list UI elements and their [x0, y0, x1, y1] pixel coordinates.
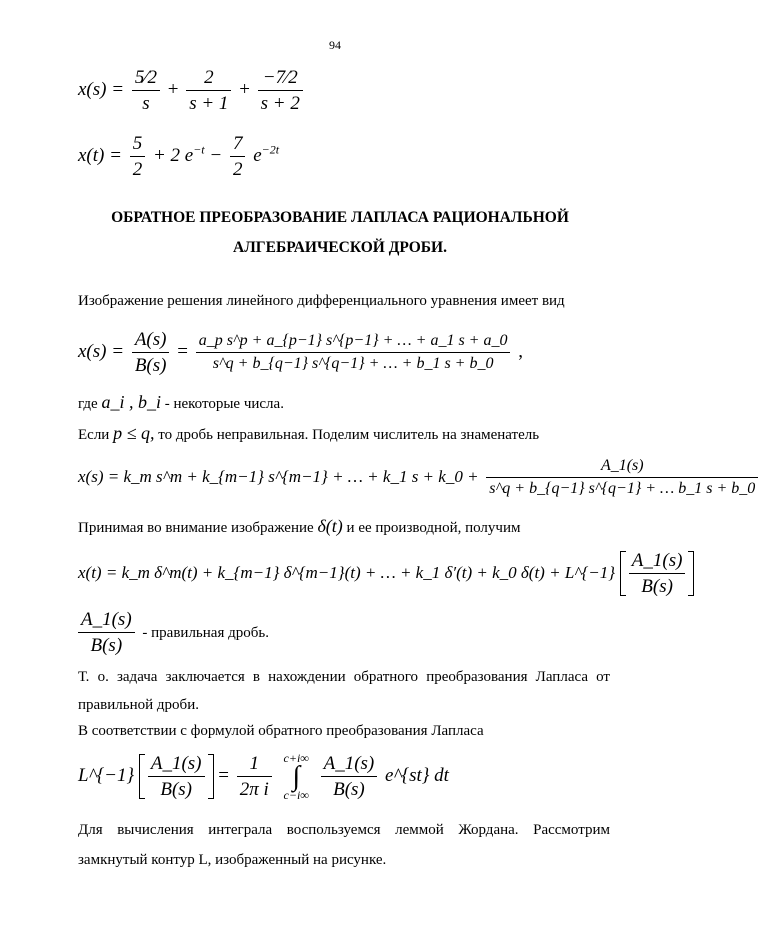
eq2-minus: −	[209, 144, 223, 166]
eq4-lhs: x(s) = k_m s^m + k_{m−1} s^{m−1} + … + k_1 s + k_0 +	[78, 466, 479, 486]
eq1-frac3-num: −7⁄2	[258, 68, 303, 91]
eq7-tail: e^{st} dt	[385, 764, 449, 786]
p2-pre: где	[78, 396, 98, 412]
eq7-lhs: L^{−1}	[78, 764, 135, 786]
eq3-frac1-den: B(s)	[134, 355, 167, 376]
p3-post: то дробь неправильная. Поделим числитель на знаменатель	[158, 427, 540, 443]
eq1-frac2-num: 2	[186, 68, 231, 91]
eq1-frac1-num: 5⁄2	[132, 68, 160, 91]
page-number: 94	[329, 38, 341, 52]
paragraph-delta	[78, 512, 610, 542]
eq3-equals: =	[177, 340, 188, 362]
equation-inverse-laplace	[78, 752, 449, 801]
paragraph-jordan-line1: Для вычисления интеграла воспользуемся леммой Жордана. Рассмотрим	[78, 822, 610, 838]
eq7-frac3-den: B(s)	[333, 779, 365, 801]
eq7-equals: =	[218, 764, 229, 786]
paragraph-coefficients	[78, 388, 610, 418]
eq4-frac-den: s^q + b_{q−1} s^{q−1} + … b_1 s + b_0	[489, 480, 756, 497]
equation-rational-fraction	[78, 330, 523, 375]
eq7-bracket	[139, 754, 214, 799]
eq7-frac3-num: A_1(s)	[321, 754, 378, 777]
paragraph-jordan-line2: замкнутый контур L, изображенный на рисунке.	[78, 852, 387, 868]
p3-math: p ≤ q,	[113, 423, 155, 443]
p4-post: и ее производной, получим	[346, 520, 521, 536]
p4-math: δ(t)	[317, 516, 343, 536]
p2-post: - некоторые числа.	[164, 396, 284, 412]
eq7-frac1-den: B(s)	[160, 779, 193, 801]
eq1-plus1: +	[167, 78, 179, 100]
eq3-comma: ,	[518, 340, 523, 362]
eq2-lhs: x(t) =	[78, 144, 122, 166]
eq7-frac1-num: A_1(s)	[148, 754, 205, 777]
paragraph-improper	[78, 419, 610, 449]
eq2-frac1-den: 2	[132, 159, 143, 180]
eq4-frac-num: A_1(s)	[486, 458, 758, 478]
eq5-lhs: x(t) = k_m δ^m(t) + k_{m−1} δ^{m−1}(t) + … + k_1 δ′(t) + k_0 δ(t) + L^{−1}	[78, 562, 616, 582]
eq1-lhs: x(s) =	[78, 78, 125, 100]
eq2-frac2-den: 2	[232, 159, 243, 180]
eq6-frac-num: A_1(s)	[78, 610, 135, 633]
equation-xt-delta	[78, 551, 694, 596]
eq7-frac2-num: 1	[237, 754, 272, 777]
eq1-frac1-den: s	[142, 93, 150, 114]
eq2-term1-exp: −t	[193, 142, 205, 157]
equation-proper-fraction	[78, 610, 269, 655]
heading-line-2: АЛГЕБРАИЧЕСКОЙ ДРОБИ.	[233, 239, 447, 256]
heading-line-1: ОБРАТНОЕ ПРЕОБРАЗОВАНИЕ ЛАПЛАСА РАЦИОНАЛЬНОЙ	[111, 209, 569, 226]
p4-pre: Принимая во внимание изображение	[78, 520, 314, 536]
eq1-frac2-den: s + 1	[189, 93, 229, 114]
integral-lower-limit: c−i∞	[283, 788, 309, 803]
eq2-term2: e	[253, 144, 262, 166]
section-heading	[60, 203, 620, 263]
eq1-plus2: +	[239, 78, 250, 100]
eq3-frac2-den: s^q + b_{q−1} s^{q−1} + … + b_1 s + b_0	[212, 355, 494, 372]
integral-upper-limit: c+i∞	[283, 751, 309, 765]
p2-math: a_i , b_i	[101, 392, 161, 412]
integral-icon: ∫	[292, 761, 301, 792]
eq5-frac-den: B(s)	[641, 576, 673, 597]
eq6-frac-den: B(s)	[90, 635, 123, 656]
eq5-bracket	[620, 551, 695, 596]
eq2-frac2-num: 7	[230, 134, 246, 157]
equation-polynomial-division	[78, 458, 761, 497]
equation-xt-result	[78, 134, 279, 179]
eq5-frac-num: A_1(s)	[629, 551, 686, 574]
integral-sign	[284, 752, 309, 801]
eq2-frac1-num: 5	[130, 134, 146, 157]
paragraph-intro: Изображение решения линейного дифференциального уравнения имеет вид	[78, 293, 565, 309]
eq3-lhs: x(s) =	[78, 340, 125, 362]
equation-xs-partial-fractions	[78, 68, 306, 113]
eq7-frac2-den: 2π i	[239, 779, 269, 801]
eq6-post: - правильная дробь.	[142, 624, 269, 641]
eq3-frac2-num: a_p s^p + a_{p−1} s^{p−1} + … + a_1 s + a_0	[196, 333, 511, 353]
eq2-term2-exp: −2t	[261, 142, 280, 157]
paragraph-task-line2: правильной дроби.	[78, 697, 199, 713]
paragraph-formula-intro: В соответствии с формулой обратного преобразования Лапласа	[78, 723, 484, 739]
eq1-frac3-den: s + 2	[260, 93, 300, 114]
eq3-frac1-num: A(s)	[132, 330, 170, 353]
paragraph-task-line1: Т. о. задача заключается в нахождении обратного преобразования Лапласа от	[78, 669, 610, 685]
eq2-term1: + 2 e	[152, 144, 194, 166]
p3-pre: Если	[78, 427, 110, 443]
